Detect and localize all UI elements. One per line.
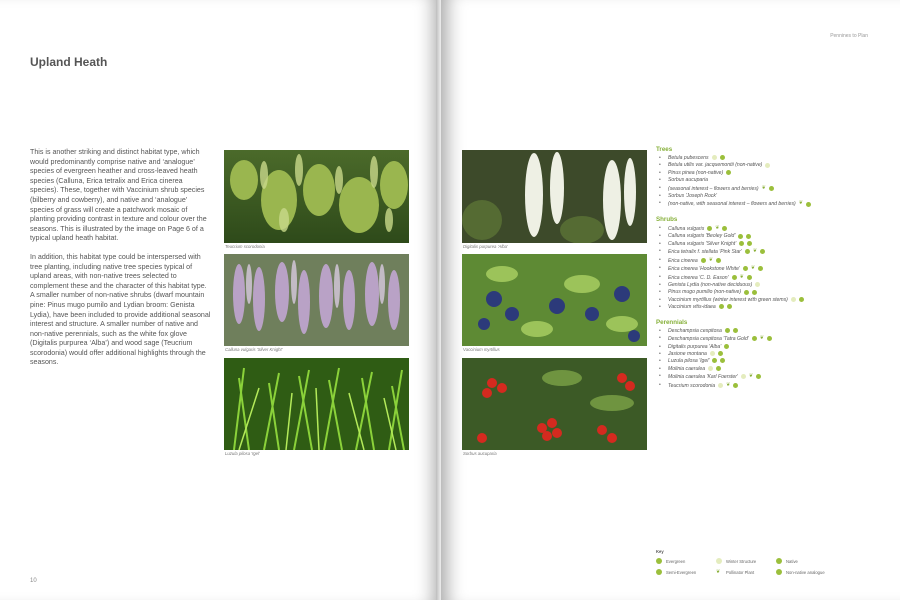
perennials-list (656, 328, 866, 390)
paragraph-1: This is another striking and distinct habitat type, which would predominantly comprise native and ‘analogue’ species of evergreen heather and cross-leaved heath species (Calluna, Erica tetralix and Erica cinerea species). These, together with Vaccinium shrub species (bilberry and cowberry), and native and ‘analogue’ species of grass will create a patchwork mosaic of planting providing contrast in texture and colour over the seasons. This is illustrated by the image on Page 6 of a typical upland heath habitat. (30, 148, 207, 243)
list-item: • Erica cinerea ❦ (656, 257, 866, 265)
winter-structure-icon (710, 351, 715, 356)
section-title-trees: Trees (656, 146, 673, 153)
key-item: Winter Structure (716, 558, 776, 564)
list-item: • Sorbus 'Joseph Rock' (656, 193, 866, 200)
native-icon (756, 374, 761, 379)
pollinator-icon: ❦ (708, 256, 713, 263)
list-item: • Pinus mugo pumilio (non-native) (656, 289, 866, 296)
pollinator-icon: ❦ (748, 373, 754, 380)
photo-sorbus (462, 358, 647, 450)
photo-calluna (224, 254, 409, 346)
key-item: ❦ Pollinator Plant (716, 569, 755, 575)
evergreen-icon (712, 358, 717, 363)
winter-structure-icon (755, 282, 760, 287)
pollinator-icon: ❦ (759, 335, 764, 342)
native-icon (716, 258, 721, 263)
list-item: • Molinia caerulea (656, 366, 866, 373)
winter-structure-icon (718, 383, 723, 388)
photo-digitalis (462, 150, 647, 243)
list-item: • Sorbus aucuparia (656, 177, 866, 184)
non-native-analogue-icon (776, 569, 782, 575)
evergreen-icon (656, 558, 662, 564)
list-item: • Genista Lydia (non-native deciduous) (656, 282, 866, 289)
semi-evergreen-icon (752, 336, 757, 341)
evergreen-icon (707, 226, 712, 231)
list-item: • Calluna vulgaris 'Silver Knight' (656, 241, 866, 248)
native-icon (733, 328, 738, 333)
list-item: • Vaccinium vitis-idaea (656, 304, 866, 311)
photo-teucrium (224, 150, 409, 243)
list-item: • Erica tetralix f. stellata 'Pink Star' ❦ (656, 248, 866, 256)
list-item: • Teucrium scorodonia ❦ (656, 382, 866, 390)
evergreen-icon (719, 304, 724, 309)
photo-caption: Calluna vulgaris 'Silver Knight' (225, 347, 283, 352)
right-page (441, 0, 900, 600)
list-item: • Erica cinerea 'Hookstone White' ❦ (656, 265, 866, 273)
native-icon (760, 249, 765, 254)
trees-list (656, 155, 866, 209)
semi-evergreen-icon (725, 328, 730, 333)
pollinator-icon: ❦ (752, 248, 758, 255)
list-item: • Digitalis purpurea 'Alba' (656, 344, 866, 351)
pollinator-icon: ❦ (761, 184, 766, 191)
native-icon (806, 202, 811, 207)
native-icon (799, 297, 804, 302)
key-item: Native (776, 558, 856, 564)
photo-caption: Teucrium scorodonia (225, 244, 265, 249)
evergreen-icon (738, 234, 743, 239)
plant-list (656, 146, 866, 397)
evergreen-icon (739, 241, 744, 246)
photo-caption: Digitalis purpurea 'Alba' (463, 244, 508, 249)
evergreen-icon (726, 170, 731, 175)
native-icon (718, 351, 723, 356)
native-icon (752, 290, 757, 295)
list-item: • Betula utilis var. jacquemontii (non-native) (656, 162, 866, 169)
list-item: • Betula pubescens (656, 155, 866, 162)
running-header: Pennines to Plan (830, 33, 868, 39)
key-title: Key (656, 549, 664, 554)
page-title: Upland Heath (30, 55, 108, 69)
native-icon (720, 155, 725, 160)
native-icon (724, 344, 729, 349)
photo-luzula (224, 358, 409, 450)
photo-caption: Vaccinium myrtillus (463, 347, 500, 352)
semi-evergreen-icon (656, 569, 662, 575)
native-icon (746, 234, 751, 239)
list-item: • Jasione montana (656, 351, 866, 358)
evergreen-icon (744, 290, 749, 295)
pollinator-icon: ❦ (715, 224, 720, 231)
photo-vaccinium (462, 254, 647, 346)
photo-caption: Sorbus aucuparia (463, 451, 497, 456)
list-item: • Erica cinerea 'C. D. Eason' ❦ (656, 274, 866, 282)
list-item: • Deschampsia cespitosa 'Tatra Gold' ❦ (656, 335, 866, 343)
pollinator-icon: ❦ (750, 265, 756, 272)
evergreen-icon (745, 249, 750, 254)
native-icon (720, 358, 725, 363)
paragraph-2: In addition, this habitat type could be interspersed with tree planting, including native tree species typical of upland areas, with non-native trees selected to complement these and the character of this habitat type. A smaller number of non-native shrubs (dwarf mountain pine: Pinus mugo pumilo and Lydian broom: Genista Lydia), have been included to provide additional seasonal interest and structure. A smaller number of native and non-native perennials, such as the white fox glove (Digitalis purpurea ‘Alba’) and wood sage (Teucrium scorodonia) would offer additional highlights through the seasons. (30, 252, 211, 367)
pollinator-icon: ❦ (739, 273, 744, 280)
winter-structure-icon (741, 374, 746, 379)
pollinator-icon: ❦ (726, 381, 731, 388)
section-title-perennials: Perennials (656, 318, 688, 326)
list-item: • Molinia caerulea 'Karl Foerster' ❦ (656, 373, 866, 381)
list-item: • Pinus pinea (non-native) (656, 170, 866, 177)
key-legend (656, 549, 886, 575)
native-icon (733, 383, 738, 388)
native-icon (716, 366, 721, 371)
list-item: • Vaccinium myrtillus (winter interest with green stems) (656, 297, 866, 304)
evergreen-icon (743, 266, 748, 271)
key-item: Semi-Evergreen (656, 569, 716, 575)
winter-structure-icon (716, 558, 722, 564)
winter-structure-icon (791, 297, 796, 302)
list-item: • Calluna vulgaris 'Beoley Gold' (656, 233, 866, 240)
page-number: 10 (30, 578, 37, 584)
evergreen-icon (732, 275, 737, 280)
key-item: Non-native analogue (776, 569, 856, 575)
native-icon (767, 336, 772, 341)
winter-structure-icon (765, 163, 770, 168)
pollinator-icon: ❦ (716, 569, 721, 575)
list-item: • (non-native, with seasonal interest – flowers and berries) ❦ (656, 200, 866, 208)
left-page (0, 0, 440, 600)
native-icon (722, 226, 727, 231)
native-icon (727, 304, 732, 309)
native-icon (769, 186, 774, 191)
native-icon (747, 275, 752, 280)
photo-caption: Luzula pilosa 'Igel' (225, 451, 260, 456)
native-icon (776, 558, 782, 564)
winter-structure-icon (712, 155, 717, 160)
native-icon (758, 266, 763, 271)
winter-structure-icon (708, 366, 713, 371)
native-icon (747, 241, 752, 246)
section-title-shrubs: Shrubs (656, 215, 678, 223)
list-item: • Deschampsia cespitosa (656, 328, 866, 335)
evergreen-icon (701, 258, 706, 263)
body-text (30, 148, 212, 377)
key-item: Evergreen (656, 558, 716, 564)
shrubs-list (656, 225, 866, 312)
list-item: • Calluna vulgaris ❦ (656, 225, 866, 233)
list-item: • (seasonal interest – flowers and berries) ❦ (656, 185, 866, 193)
list-item: • Luzula pilosa 'Igel' (656, 358, 866, 365)
pollinator-icon: ❦ (798, 200, 803, 207)
